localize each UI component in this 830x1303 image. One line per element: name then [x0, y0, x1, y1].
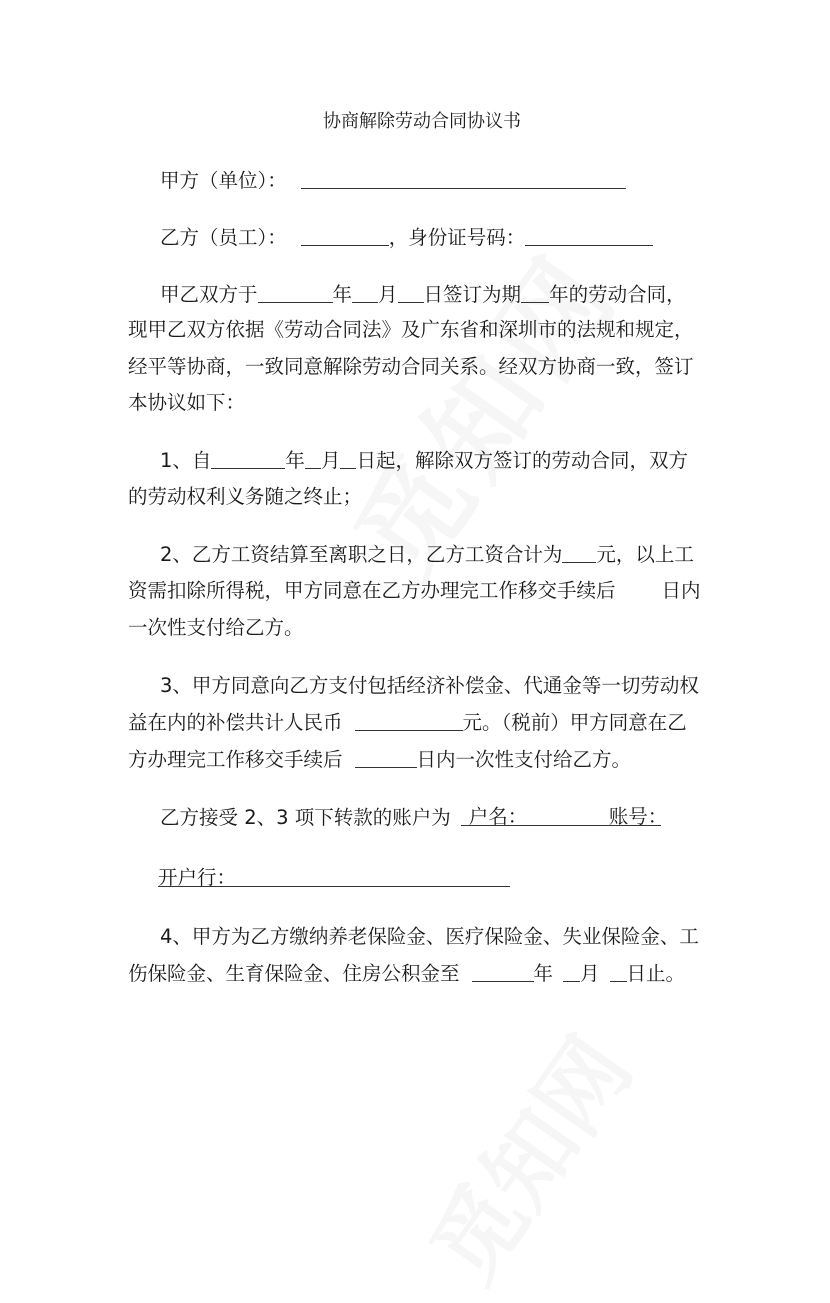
sign-year-blank[interactable]: [258, 282, 333, 303]
text: 年: [285, 449, 305, 472]
insurance-day-blank[interactable]: [610, 961, 627, 982]
party-a-label: 甲方（单位）：: [160, 169, 287, 192]
account-blank[interactable]: [461, 805, 668, 828]
text: 元，以上工: [596, 543, 694, 566]
clause-1-line-1: [160, 448, 688, 473]
compensation-days-blank[interactable]: [355, 747, 417, 768]
text: 月: [580, 962, 600, 985]
text: 伤保险金、生育保险金、住房公积金至: [128, 962, 460, 985]
party-a-blank[interactable]: [301, 168, 626, 189]
text: 资需扣除所得税，甲方同意在乙方办理完工作移交手续后: [128, 579, 616, 602]
clause-1-line-2: 的劳动权利义务随之终止；: [128, 485, 363, 508]
text: 乙方接受 2、3 项下转款的账户为: [160, 806, 451, 829]
document-title: 协商解除劳动合同协议书: [323, 111, 521, 132]
term-years-blank[interactable]: [521, 282, 549, 303]
intro-line-3: 经平等协商，一致同意解除劳动合同关系。经双方协商一致，签订: [128, 355, 694, 378]
clause-3-line-3: [128, 747, 631, 772]
text: 2、乙方工资结算至离职之日，乙方工资合计为: [160, 543, 563, 566]
text: 月: [320, 449, 341, 472]
insurance-year-blank[interactable]: [472, 961, 534, 982]
end-year-blank[interactable]: [211, 448, 285, 469]
sign-month-blank[interactable]: [352, 282, 378, 303]
clause-3-line-2: [128, 710, 687, 735]
end-day-blank[interactable]: [340, 448, 356, 469]
text: 年: [332, 283, 353, 306]
text: 年: [533, 962, 554, 985]
account-line: [160, 805, 668, 830]
text: 益在内的补偿共计人民币: [128, 711, 343, 734]
insurance-month-blank[interactable]: [563, 961, 580, 982]
party-b-label: 乙方（员工）：: [160, 226, 287, 249]
text: 1、自: [160, 449, 212, 472]
account-number-label: 账号：: [608, 805, 668, 828]
text: 年的劳动合同，: [549, 283, 686, 306]
intro-line-1: [160, 282, 686, 307]
salary-blank[interactable]: [562, 542, 596, 563]
intro-line-2: 现甲乙双方依据《劳动合同法》及广东省和深圳市的法规和规定，: [128, 318, 694, 341]
sign-day-blank[interactable]: [398, 282, 424, 303]
intro-line-4: 本协议如下：: [128, 391, 246, 414]
clause-2-line-1: [160, 542, 694, 567]
bank-line: [158, 866, 510, 891]
party-b-name-blank[interactable]: [301, 225, 389, 246]
text: 日内一次性支付给乙方。: [416, 748, 632, 771]
text: 甲乙双方于: [160, 283, 258, 306]
party-b-line: [160, 225, 653, 250]
text: 元。（税前）甲方同意在乙: [462, 711, 687, 734]
clause-2-line-2: [128, 579, 701, 603]
text: 日止。: [626, 962, 686, 985]
clause-4-line-1: 4、甲方为乙方缴纳养老保险金、医疗保险金、失业保险金、工: [160, 925, 699, 948]
party-a-line: [160, 168, 626, 193]
text: 日起，解除双方签订的劳动合同，双方: [356, 449, 688, 472]
bank-label: 开户行：: [158, 866, 237, 889]
text: 月: [378, 283, 398, 306]
text: 日签订为期: [423, 283, 522, 306]
id-number-label: ，身份证号码：: [388, 226, 526, 249]
bank-blank[interactable]: [158, 866, 510, 887]
clause-2-line-3: 一次性支付给乙方。: [128, 616, 304, 639]
id-number-blank[interactable]: [525, 225, 653, 246]
text: 方办理完工作移交手续后: [128, 748, 343, 771]
clause-3-line-1: 3、甲方同意向乙方支付包括经济补偿金、代通金等一切劳动权: [160, 674, 699, 697]
watermark-bottom: [394, 1007, 655, 1303]
clause-4-line-2: [128, 961, 685, 986]
account-name-label: 户名：: [468, 805, 528, 828]
compensation-amount-blank[interactable]: [355, 710, 463, 731]
end-month-blank[interactable]: [305, 448, 321, 469]
text: 日内: [661, 579, 701, 602]
